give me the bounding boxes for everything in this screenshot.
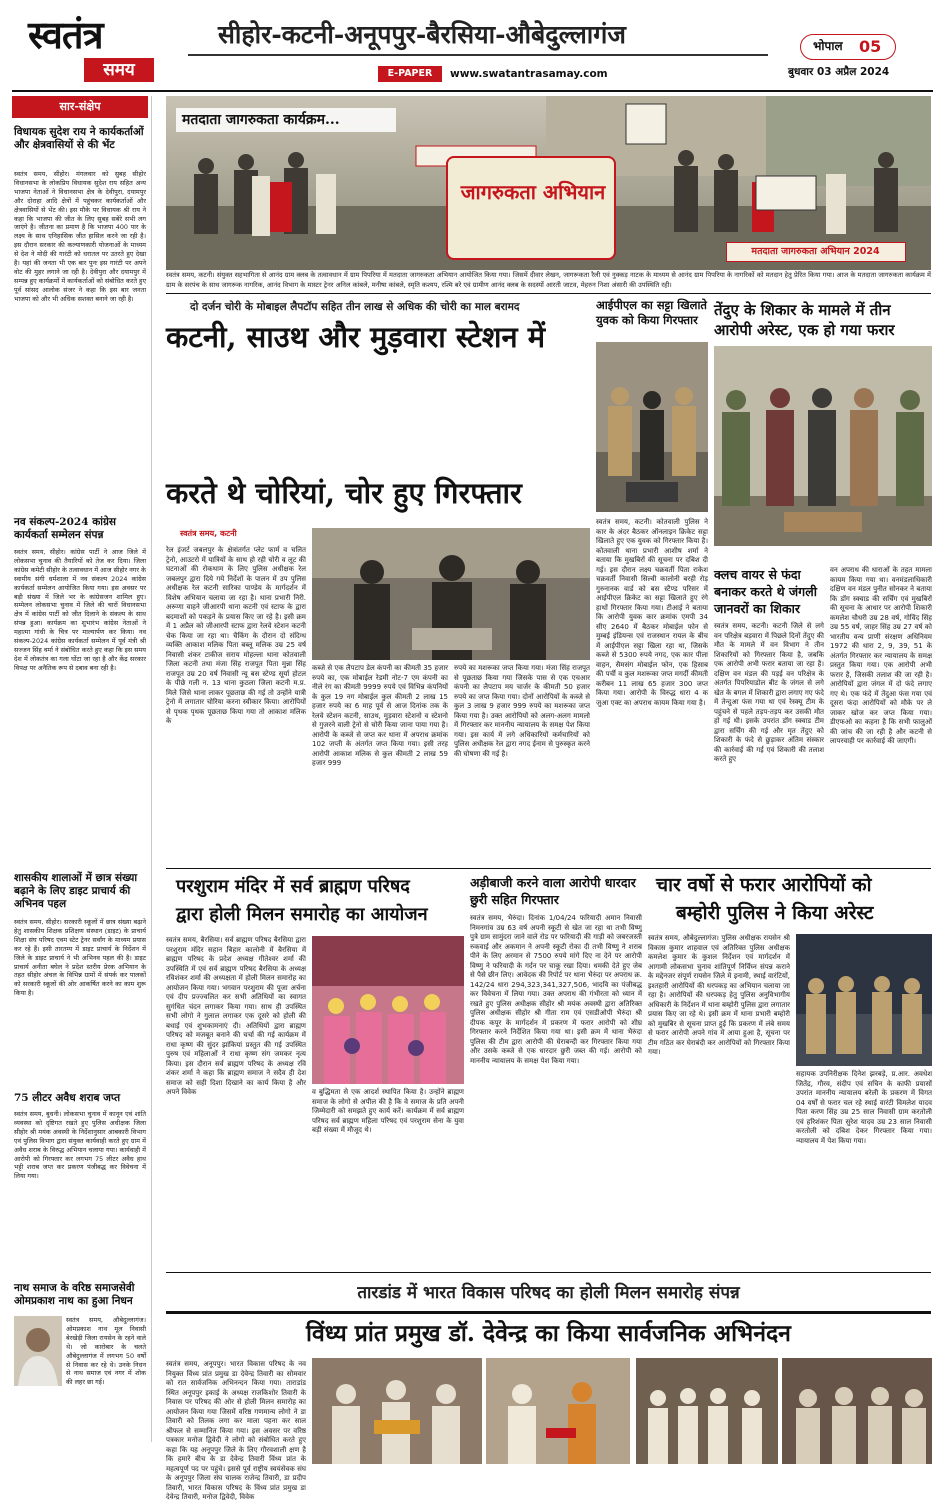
theft-byline: स्वतंत्र समय, कटनी: [180, 529, 237, 538]
vindhya-photo-4: [782, 1358, 932, 1464]
website: www.swatantrasamay.com: [450, 68, 608, 80]
cities-banner: [188, 14, 768, 56]
person-portrait-icon: [14, 1316, 62, 1386]
edition-box: [800, 34, 896, 60]
gathering-photo-icon: [636, 1358, 778, 1464]
felicitation-photo-icon: [486, 1358, 630, 1464]
masthead-rule: [12, 90, 933, 92]
tendu-body-1: स्वतंत्र समय, कटनी। कटनी जिले से लगे वन परिक्षेत्र बड़वारा में पिछले दिनों तेंदुए की मौत के मामले में वन विभाग ने तीन शिकारियों को गिरफ्तार किया है, जबकि एक आरोपी अभी फरार बताया जा रहा है। दक्षिण वन मंडल की पड़ई वन परिक्षेत्र के अंतर्गत पिपरियाडोल बीट के जंगल से लगे खेत के बगल में शिकारी द्वारा लगाए गए फंदे में तेन्दुआ फंस गया था एवं रेस्क्यू टीम के पहुंचने से पहले तड़प-तड़प कर उसकी मौत हो गई थी। इसके उपरांत डॉग स्क्वाड टीम द्वारा सर्चिंग की गई और मृत तेंदुए को शिकारी के फंदे से छुड़ाकर अंतिम संस्कार की कार्रवाई की गई एवं शिकारी की तलाश करते हुए: [714, 622, 825, 763]
sidebar-item-body: स्वतंत्र समय, सीहोर। मंगलवार को सुबह सीहोर विधानसभा के लोकप्रिय विधायक सुदेश राय सहित अन्य भाजपा नेताओं ने विधानसभा क्षेत्र के देवीपुरा, दयामपुर और दोराहा आदि क्षेत्रों में पहुंचकर कार्यकर्ताओं और क्षेत्रवासियों से भेंट की। इस मौके पर विधायक श्री राय ने कहा कि भाजपा की जीत के लिए सुबह सबेरे सभी लग जाएंगे है। जीतना का प्रमाण है कि भाजपा 400 पार के लक्ष्य के साथ एनिहासिक जीत हासिल करने जा रही है। इस दौरान सरकार की कल्याणकारी योजनाओं के माध्यम से देश ने मोदी की गारंटी को धरातल पर उतरते हुए देखा है। यहां की जनता भी एक बार पुनः इस गारंटी पर अपने वोट की मुहर लगाने जा रही है। देवीपुरा और दयामपुर में सम्पन्न हुए कार्यक्रमों में कार्यकर्ताओं को संबोधित करते हुए पूर्व सांसद आलोक संजर ने कहा कि इस बार जनता भाजपा को और भी अधिक सशक्त बनाने जा रही है।: [14, 170, 146, 303]
vindhya-photo-3: [636, 1358, 778, 1464]
ipl-headline: आईपीएल का सट्टा खिलाते युवक को किया गिरफ्तार: [596, 298, 707, 327]
theft-col-1: रेल इंजर्ट जबलपुर के क्षेत्रांतर्गत प्लेट फार्म व चलित ट्रेनो, आउटरो में यात्रियों के साथ हो रही चोरी व लूट की घटनाओं की रोकथाम के लिए पुलिस अधीक्षक रेल जबलपुर द्वारा दिये गये निर्देशों के पालन में उप पुलिस अधीक्षक रेल कटनी सारिका पाण्डेय के मार्गदर्शन में विशेष अभियान चलाया जा रहा है। थाना प्रभारी निरी. अरूणा वाहने जीआरपी थाना कटनी एवं स्टाफ के द्वारा बदमाशों को पकड़ने के प्रयास किए जा रहे है। इसी क्रम में 1 अप्रैल को जीआरपी स्टाफ द्वारा रेलवे स्टेशन कटनी चेक किया जा रहा था। चैकिंग के दौरान दो संदिग्ध व्यक्ति आकाश मलिक पिता बब्लू मलिक उम्र 25 वर्ष निवासी शंकर टाकीज सराय मोहल्ला थाना कोतवाली जिला कटनी तथा मंजा सिंह राजपूत पिता मुन्ना सिंह राजपूत उम्र 20 वर्ष निवासी न्यू बस स्टेण्ड सूर्या होटल के पीछे गली न. 13 थाना कुठला जिला कटनी म.प्र. मिले जिसे थाना लाकर पूछताछ की गई तो उन्होंने यात्री ट्रेनो में लगातार चोरिया करना स्वीकार किया। आरोपियों से पृथक पृथक पूछताछ किया गया तो आकाश मलिक के: [166, 546, 306, 725]
ipl-photo: [596, 342, 708, 512]
sidebar-item-title: शासकीय शालाओं में छात्र संख्या बढ़ाने के लिए डाइट प्राचार्य की अभिनव पहल: [14, 872, 138, 910]
sidebar-item-body: स्वतंत्र समय, औबेदुल्लागंज। ओमप्रकाश नाथ मूल निवासी बेरखेड़ी जिला रायसेन के रहने वाले थे। जो कारोबार के चलते औबेदुल्लागंज में लगभग 50 वर्षों से निवास कर रहे थे। उनके निधन से नाथ समाज एवं नगर में शोक की लहर छा गई।: [66, 1316, 146, 1387]
sidebar-item-body: स्वतंत्र समय, सीहोर। सरकारी स्कूलों में छात्र संख्या बढ़ाने हेतु शासकीय शिक्षक प्रशिक्षण संस्थान (डाइट) के प्राचार्य शिक्षा संघ परिषद एवम स्टेट ट्रेनर सर्वांग के माध्यम प्रयास कर रहे हैं। इसी तारतम्य में डाइट प्राचार्य के निर्देशन में जिले के डाइट प्राचार्य ने भी अभिनव पहल की है। डाइट प्राचार्य अनीता बघेल ने प्रदेश स्तरीय प्रेरक अभियान के तहत सीहोर अंचल के विभिन्न ग्रामों में संपर्क कर पालकों को सरकारी स्कूलों की ओर आकर्षित करने का काम शुरू किया है।: [14, 918, 146, 998]
page-number: 05: [859, 37, 882, 56]
parshuram-headline-1: परशुराम मंदिर में सर्व ब्राह्मण परिषद: [176, 876, 410, 897]
theft-photo: [312, 528, 590, 660]
masthead: [0, 0, 945, 92]
sidebar-item-title: 75 लीटर अवैध शराब जप्त: [14, 1092, 121, 1104]
logo-bottom: समय: [103, 60, 135, 80]
vindhya-headline: विंध्य प्रांत प्रमुख डॉ. देवेन्द्र का किया सार्वजनिक अभिनंदन: [306, 1320, 791, 1347]
lead-kicker: मतदाता जागरुकता कार्यक्रम...: [182, 112, 340, 128]
tendu-subhead: क्लच वायर से फंदा बनाकर करते थे जंगली जानवरों का शिकार: [714, 567, 817, 616]
tendu-body-2: वन अपराध की धाराओं के तहत मामला कायम किया गया था। वनमंडलाधिकारी दक्षिण वन मंडल पुनीत सोनकर ने बताया कि डॉग स्क्वाड की सर्चिंग एवं मुखबिरों की सूचना के आधार पर आरोपी शिकारी कमलेश चौधरी उम्र 28 वर्ष, गोविंद सिंह उम्र 55 वर्ष, जाहर सिंह उम्र 27 वर्ष को भारतीय वन्य प्राणी संरक्षण अधिनियम 1972 की धारा 2, 9, 39, 51 के अंतर्गत गिरफ्तार कर न्यायालय के समक्ष प्रस्तुत किया गया। एक आरोपी अभी फरार है, जिसकी तलाश की जा रही है। आरोपियों द्वारा जंगल में दो फंदे लगाए गए थे। एक फंदे में तेंदुआ फंस गया एवं दूसरा फंदा आरोपियों को मौके पर ले जाकर खोज कर जप्त किया गया। डीएफओ का कहना है कि सभी फालुओं की जांच की जा रही है और कटनी से लापरवाही पर कार्रवाई की जाएगी।: [830, 566, 932, 745]
edition-city: भोपाल: [813, 39, 843, 53]
lead-poster: [726, 242, 906, 262]
parshuram-body-1: स्वतंत्र समय, बैरसिया। सर्व ब्राह्मण परिषद बैरसिया द्वारा परशुराम मंदिर सहान बिहार कालोनी में बैरसिया में ब्राह्मण परिषद के प्रदेश अध्यक्ष गीतेश्वर शर्मा की उपस्थिति में एवं सर्व ब्राह्मण परिषद बैरसिया के अध्यक्ष रविशंकर शर्मा की अध्यक्षता में होली मिलन समारोह का आयोजन किया गया। भगवान परशुराम की पूजा अर्चना एवं दीप प्रज्ज्वलित कर सभी अतिथियों का स्वागत सुगंधित चंदन लगाकर किया गया। साथ ही उपस्थित सभी लोगो ने गुलाल लगाकर एक दूसरे को होली की बधाई एवं शुभकामनाएं दी। अतिथियों द्वारा ब्राह्मण परिषद को मजबूत बनाने की चर्चा की गई कार्यक्रम में राधा कृष्ण की सुंदर झांकियां प्रस्तुत की गई उपस्थित पुरुष एवं महिलाओं ने राधा कृष्ण संग जमकर नृत्य किया। इस दौरान सर्व ब्राह्मण परिषद के अध्यक्ष रवि शंकर शर्मा ने कहा कि ब्राह्मण समाज ने सदैव ही देश समाज को सही दिशा दिखाने का कार्य किया है और अपने विवेक: [166, 936, 306, 1096]
felicitation-photo-icon: [312, 1358, 482, 1464]
lead-banner-text: जागरुकता अभियान: [460, 180, 606, 204]
theft-headline-2: करते थे चोरियां, चोर हुए गिरफ्तार: [166, 476, 522, 510]
lead-kicker-box: [176, 108, 396, 132]
sidebar-item-title: नव संकल्प-2024 कांग्रेस कार्यकर्ता सम्मेलन संपन्न: [14, 516, 116, 541]
police-with-accused-photo-icon: [596, 342, 708, 512]
sidebar: [12, 96, 152, 1442]
obituary-photo: [14, 1316, 62, 1386]
police-team-photo-icon: [796, 934, 932, 1066]
taradand-banner: [166, 1276, 931, 1310]
tendu-headline: तेंदुए के शिकार के मामले में तीन आरोपी अरेस्ट, एक हो गया फरार: [714, 301, 895, 339]
section-rule: [166, 868, 931, 869]
sidebar-item-title: नाथ समाज के वरिष्ठ समाजसेवी ओमप्रकाश नाथ का हुआ निधन: [14, 1282, 135, 1307]
vindhya-photo-1: [312, 1358, 482, 1464]
taradand-banner-text: तारडांड में भारत विकास परिषद का होली मिलन समारोह संपन्न: [357, 1283, 740, 1303]
absconder-body-1: स्वतंत्र समय, औबेदुल्लागंज। पुलिस अधीक्षक रायसेन श्री विकास कुमार शाहवाल एवं अतिरिक्त पुलिस अधीक्षक कमलेश कुमार के कुशल निर्देशन एवं मार्गदर्शन में आगामी लोकसभा चुनाव शांतिपूर्ण निर्विघ्न संपन्न कराने के मद्देनजर संपूर्ण रायसेन जिले मे इनामी, स्थाई वारंटियों, इश्तहारी आरोपियों की धरपकड़ का अभियान चलाया जा रहा है। आरोपियों की धरपकड़ हेतु पुलिस अनुविभागीय अधिकारी के निर्देशन में थाना बम्होरी पुलिस द्वारा लगातार प्रयास किए जा रहे थे। इसी क्रम में थाना प्रभारी बम्होरी को मुखबिर से सूचना प्राप्त हुई कि प्रकरण में लंबे समय से फरार आरोपी अपने गांव में आया हुआ है, सूचना पर टीम गठित कर घेराबंदी कर आरोपियों को गिरफ्तार किया गया।: [648, 934, 791, 1056]
theft-headline-1: कटनी, साउथ और मुड़वारा स्टेशन में: [166, 320, 546, 354]
lead-caption: स्वतंत्र समय, कटनी। संयुक्त सहभागिता से आनंद ग्राम क्लब के तत्वावधान में ग्राम पिपरिया में मतदाता जागरुकता अभियान आयोजित किया गया। जिसमें दीवार लेखन, जागरूकता रैली एवं नुक्कड़ नाटक के माध्यम से आनंद ग्राम पिपरिया के नागरिकों को मतदान हेतु प्रेरित किया गया। आज के मतदाता जागरुकता कार्यक्रम में ग्राम के सरपंच के साथ जागरूक नागरिक, आनंद विभाग के मास्टर ट्रेनर अनिल कांबले, मनीषा कांबले, स्मृति कश्यप, रश्मि बरे एवं ग्रामीण आनंद क्लब के सदस्यों आरती जाटव, मेहरुन निशा अंसारी की उपस्थिति रही।: [166, 271, 931, 289]
vindhya-photo-2: [486, 1358, 630, 1464]
banner-rule-thick: [166, 1311, 931, 1314]
gathering-photo-icon: [782, 1358, 932, 1464]
absconder-headline-1: चार वर्षो से फरार आरोपियों को: [656, 874, 872, 896]
absconder-photo: [796, 934, 932, 1066]
date: बुधवार 03 अप्रैल 2024: [788, 66, 890, 78]
ipl-body: स्वतंत्र समय, कटनी। कोतवाली पुलिस ने कार के अंदर बैठकर ऑनलाइन क्रिकेट सट्टा खिलाते हुए एक युवक को गिरफ्तार किया है। कोतवाली थाना प्रभारी आशीष शर्मा ने बताया कि मुखबिरों की सूचना पर दबिश दी गई। इस दौरान लक्ष्य चक्रवर्ती पिता राकेश चक्रवर्ती निवासी सिल्वी कालोनी बरही रोड़ गुरुनानक वार्ड को बस स्टैण्ड परिसर में आईपीएल क्रिकेट का सट्टा खिलाते हुए रंगे हाथों गिरफ्तार किया गया। टीआई ने बताया कि आरोपी युवक कार क्रमांक एमपी 34 सीए 2640 में बैठकर मोबाईल फोन से मुम्बई इंडियन्स एवं राजस्थान रायल के बीच में आईपीएल सट्टा खिला रहा था, जिसके कब्जे से 5300 रुपये नगद, एक कार पीला वाहन, सैमसंग मोबाईल फोन, एक हिसाब की पर्ची व कुल मशरूका जप्त मगर्दी कीमती करीबन 11 लाख 65 हजार 300 जप्त किया गया। आरोपी के विरुद्ध धारा 4 क जुआ एक्ट का अपराध कायम किया गया है।: [596, 518, 708, 707]
parshuram-photo: [312, 936, 464, 1084]
logo-bottom-box: [84, 58, 154, 82]
theft-col-2: कब्जे से एक लैपटाप डेल कंपनी का कीमती 35 हजार रुपये का, एक मोबाईल रेडमी नोट-7 एम कंपनी का नीले रंग का कीमती 9999 रुपये एवं विभिन्न कंपनियों के कुल 19 नग मोबाईल कुल कीमती 2 लाख 15 हजार रुपये का 6 माह पूर्व से आज दिनांक तक के रेलवे स्टेशन कटनी, साउथ, मुड़वारा स्टेशनो व स्टेशनो से गुजरने वाली ट्रेनो से चोरी किया जाना पाया गया है। आरोपी के कब्जे से जप्त कर थाना में अपराध क्रमांक 102 जप्ती के अंतर्गत जप्त किया गया। इसी तरह आरोपी आकाश मलिक से कुल कीमती 2 लाख 59 हजार 999: [312, 664, 448, 767]
absconder-headline-2: बम्होरी पुलिस ने किया अरेस्ट: [676, 902, 874, 924]
parshuram-headline-2: द्वारा होली मिलन समारोह का आयोजन: [176, 904, 428, 925]
theft-kicker: दो दर्जन चोरी के मोबाइल लैपटॉप सहित तीन लाख से अधिक की चोरी का माल बरामद: [190, 301, 520, 313]
epaper-label: E-PAPER: [387, 68, 433, 79]
sidebar-heading-box: [12, 96, 148, 118]
sidebar-item-title: विधायक सुदेश राय ने कार्यकर्ताओं और क्षेत्रवासियों से की भेंट: [14, 126, 144, 151]
logo: [28, 14, 158, 84]
section-rule: [166, 293, 931, 294]
epaper-tag: [378, 66, 442, 82]
arrested-men-photo-icon: [312, 528, 590, 660]
lead-poster-text: मतदाता जागरुकता अभियान 2024: [751, 246, 880, 257]
sidebar-item-body: स्वतंत्र समय, सीहोर। कांग्रेस पार्टी ने आज जिले में लोकसभा चुनाव की तैयारियों को तेज कर दिया। जिला कांग्रेस कमेटी सीहोर के तत्वावधान में आज सीहोर नगर के स्वामीय संगी धर्मशाला में नव संकल्प 2024 कांग्रेस कार्यकर्ता सम्मेलन आयोजित किया गया। इस अवसर पर बड़ी संख्या में जिले भर के कांग्रेसजन शामिल हुए। सम्मेलन लोकसभा चुनाव में जिले की चारों विधानसभा क्षेत्र में कांग्रेस पार्टी को जीत दिलाने के संकल्प के साथ संपन्न हुआ। कार्यक्रम का शुभारंभ कांग्रेस नेताओं ने महात्मा गांधी के चित्र पर माल्यार्पण कर किया। नव संकल्प-2024 कांग्रेस कार्यकर्ता सम्मेलन में पूर्व मंत्री श्री सज्जन सिंह वर्मा ने संबोधित करते हुए कहा कि इस समय देश में लोकतंत्र का गला घोंटा जा रहा है और केंद्र सरकार विपक्ष पर अनैतिक रूप से दबाव बना रही है।: [14, 548, 146, 672]
holi-celebration-photo-icon: [312, 936, 464, 1084]
cities-title: सीहोर-कटनी-अनूपपुर-बैरसिया-औबेदुल्लागंज: [218, 20, 626, 49]
addibaazi-body: स्वतंत्र समय, भैरुंदा। दिनांक 1/04/24 फरियादी अमान निवासी निमनगांव उम्र 63 वर्ष अपनी स्कूटी से खेत जा रहा था तभी विष्णु पुत्रे ग्राम सामुंदरा जाने वाले रोड पर फरियादी की गाड़ी को जबरजस्ती रुकवाई और अकमान ने अपनी स्कूटी रोका दी तभी विष्णु ने शराब पीने के लिए अरमान से 7500 रुपये मांगे दिए ना देने पर आरोपी विष्णु ने फरियादी के गर्दन पर चाकू रखा दिया। धमकी देते हुए जेब से पैसे छीन लिए। आवेदक की रिपोर्ट पर थाना भैरुंदा पर अपराध क्र. 142/24 धारा 294,323,341,327,506, भादवि का पंजीबद्ध कर विवेचना में लिया गया। उक्त अपराध की गंभीरता को ध्यान में रखते हुए पुलिस अधीक्षक सीहोर श्री मयंक अवस्थी द्वारा अतिरिक्त पुलिस अधीक्षक सीहोर श्री गीता राम एवं एसडीओपी भैरुंदा श्री दीपक कपूर के मार्गदर्शन में प्रकरण में फरार आरोपी को शीघ्र गिरफ्तार करने निर्देशित किया गया था। इसी क्रम में थाना भैरुंदा पुलिस की टीम द्वारा आरोपी की घेराबन्दी कर गिरफ्तार किया गया और उसके कब्जे से एक धारदार छुरी जब्त की गई। आरोपी को माननीय न्यायालय के समक्ष पेश किया गया।: [470, 914, 642, 1065]
logo-top: स्वतंत्र: [28, 12, 103, 57]
lead-banner: [446, 156, 616, 260]
theft-col-3: रुपये का मशरूका जप्त किया गया। मंजा सिंह राजपूत से पूछताछ किया गया जिसके पास से एक एचआर कंपनी का लैपटाप मय चार्जर के कीमती 50 हजार रुपये का जप्त किया गया। दोनों आरोपियों के कब्जे से कुल 3 लाख 9 हजार 999 रुपये का मशरूका जप्त किया गया है। उक्त आरोपियों को अलग-अलग मामलो में गिरफ्तार कर माननीय न्यायालय के समक्ष पेश किया गया। इस कार्य में लगे अधिकारियों कर्मचारियों को पुलिस अधीक्षक रेल द्वारा नगद ईनाम से पुरुस्कृत करने की घोषणा की गई है।: [454, 664, 590, 758]
parshuram-body-2: व बुद्धिमता से एक आदर्श स्थापित किया है। उन्होंने ब्राह्मण समाज के लोगो से अपील की है कि वे समाज के प्रति अपनी जिम्मेदारी को समझते हुए कार्य करें। कार्यक्रम में सर्व ब्राह्मण परिषद सर्व ब्राह्मण महिला परिषद एवं परशुराम सेना के युवा बड़ी संख्या में मौजूद थे।: [312, 1088, 464, 1134]
vindhya-col-1: स्वतंत्र समय, अनूपपुर। भारत विकास परिषद के नव नियुक्त विंध्य प्रांत प्रमुख डा देवेन्द्र तिवारी का सोमवार को रात सार्वजनिक अभिनन्दन किया गया। ताराडांड स्थित अनूपपुर इकाई के अध्यक्ष राजकिशोर तिवारी के निवास पर परिषद की ओर से होली मिलन समारोह का आयोजन किया गया जिसमें वरिष्ठ गणमान्य लोगो ने डा तिवारी को तिलक लगा कर माला पहना कर साल श्रीफल से सम्मानित किया गया। इस अवसर पर वरिष्ठ पत्रकार मनोज द्विवेदी ने लोगो को संबोधित करते हुए कहा कि यह अनूपपुर जिले के लिए गौरवशाली क्षण है कि हमारे बीच के डा देवेन्द्र तिवारी विंध्य प्रांत के महत्वपूर्ण पद पर पहुंचे। इससे पूर्व राष्ट्रीय स्वयंसेवक संघ के अनूपपुर जिला संघ चालक राजेन्द्र तिवारी, डा प्रदीप तिवारी, भारत विकास परिषद के विंध्य प्रांत प्रमुख डा देवेन्द्र तिवारी, मनोज द्विवेदी, विवेक: [166, 1360, 306, 1501]
addibaazi-headline: अड़ीबाजी करने वाला आरोपी धारदार छुरी सहित गिरफ्तार: [470, 875, 636, 907]
tendu-photo: [714, 346, 932, 546]
sidebar-item-body: स्वतंत्र समय, बुधनी। लोकसभा चुनाव में कानून एवं शांति व्यवस्था को दृष्टिगत रखते हुए पुलिस अधीक्षक जिला सीहोर श्री मयंक अवस्थी के निर्देशानुसार आबकारी विभाग एवं पुलिस विभाग द्वारा संयुक्त कार्यवाही करते हुए ग्राम में अवैध शराब के विरुद्ध अभियान चलाया गया। कार्यवाही में आरोपी को गिरफ्तार कर लगभग 75 लीटर अवैध हाथ भट्टी शराब जप्त कर प्रकरण पंजीबद्ध कर विवेचना में लिया गया।: [14, 1110, 146, 1181]
section-rule: [166, 1272, 931, 1273]
forest-officials-with-accused-photo-icon: [714, 346, 932, 546]
absconder-body-2: सहायक उपनिरीक्षक दिनेश झरबड़े, प्र.आर. अवधेश जितेंद्र, गौरव, संदीप एवं सचिन के काफी प्रयासों उपरांत माननीय न्यायालय बरेली के प्रकरण में विगत 04 वर्षों से फरार चल रहे स्थाई वारंटी विमलेश यादव पिता करण सिंह उम्र 25 साल निवासी ग्राम करतोली एवं हरिशंकर पिता सुरेश यादव उम्र 23 साल निवासी करतोली को दबिश देकर गिरफ्तार किया गया। न्यायालय में पेश किया गया।: [796, 1070, 932, 1145]
sidebar-heading: सार-संक्षेप: [59, 100, 101, 113]
lead-photo: [166, 96, 931, 270]
